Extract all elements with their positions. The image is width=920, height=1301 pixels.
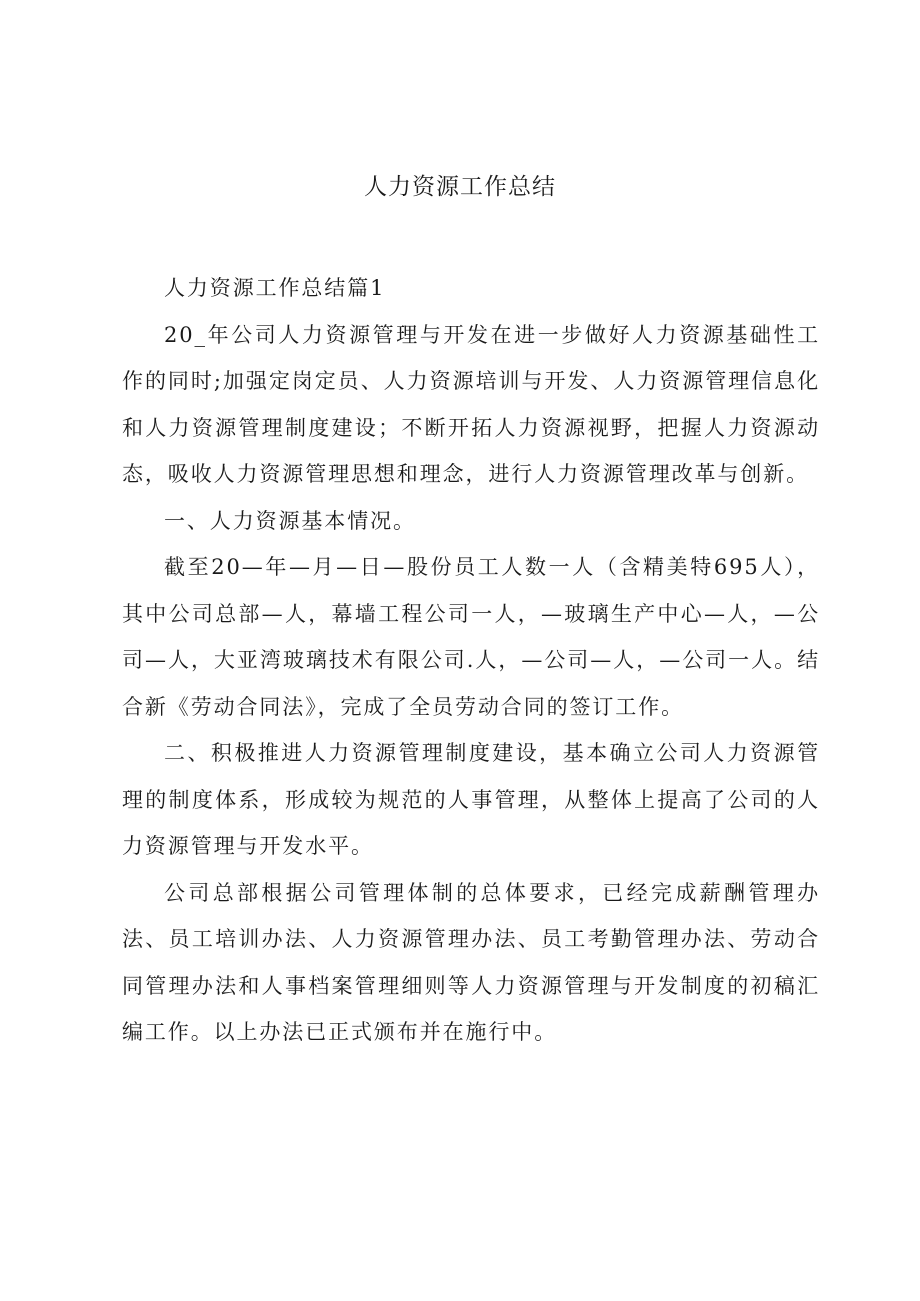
section-two-paragraph: 二、积极推进人力资源管理制度建设，基本确立公司人力资源管理的制度体系，形成较为规范的人事管理，从整体上提高了公司的人力资源管理与开发水平。 <box>122 741 820 858</box>
section-one-heading: 一、人力资源基本情况。 <box>164 508 416 533</box>
regulations-paragraph: 公司总部根据公司管理体制的总体要求，已经完成薪酬管理办法、员工培训办法、人力资源管理办法、员工考勤管理办法、劳动合同管理办法和人事档案管理细则等人力资源管理与开发制度的初稿汇编工作。以上办法已正式颁布并在施行中。 <box>122 880 820 1044</box>
staff-count-paragraph: 截至20—年—月—日—股份员工人数一人（含精美特695人），其中公司总部—人，幕墙工程公司一人，—玻璃生产中心—人，—公司—人，大亚湾玻璃技术有限公司.人，—公司—人，—公司一人。结合新《劳动合同法》，完成了全员劳动合同的签订工作。 <box>122 555 820 719</box>
section-heading: 人力资源工作总结篇1 <box>164 276 386 300</box>
intro-paragraph: 20_年公司人力资源管理与开发在进一步做好人力资源基础性工作的同时;加强定岗定员、人力资源培训与开发、人力资源管理信息化和人力资源管理制度建设；不断开拓人力资源视野，把握人力资源动态，吸收人力资源管理思想和理念，进行人力资源管理改革与创新。 <box>122 322 820 486</box>
document-body <box>122 265 820 1056</box>
document-title: 人力资源工作总结 <box>364 174 556 200</box>
